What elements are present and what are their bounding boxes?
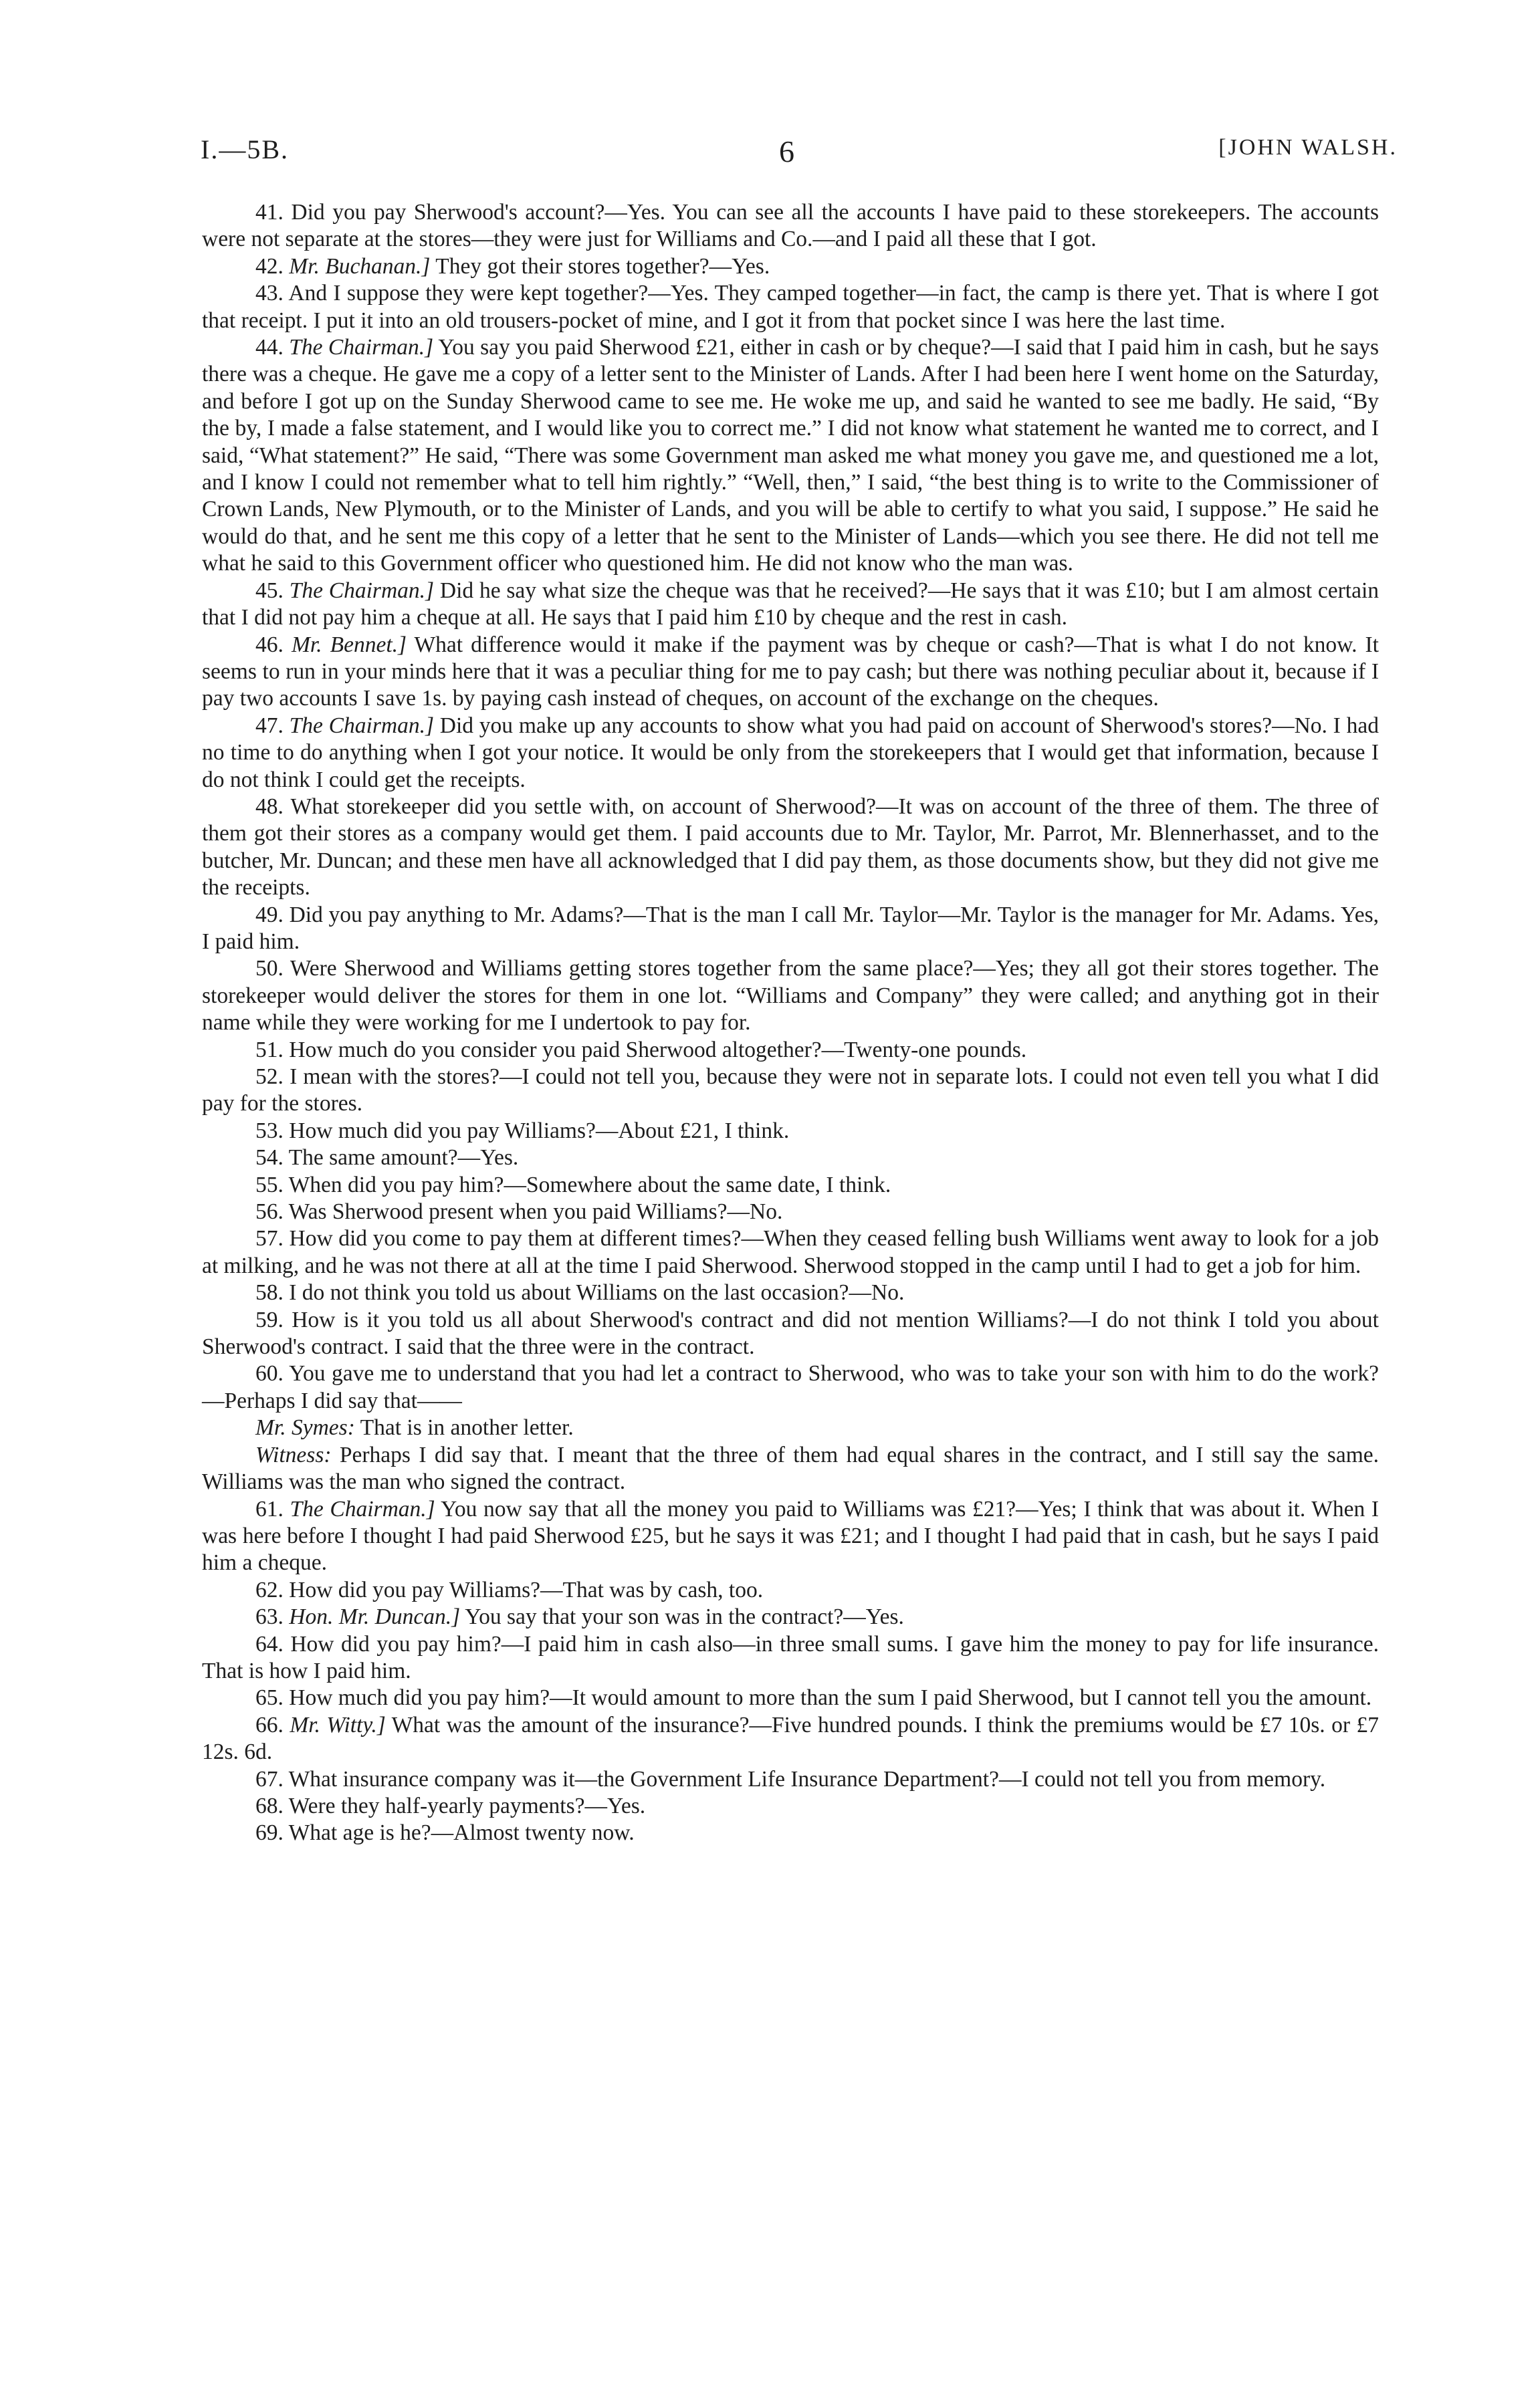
speaker: Mr. Buchanan.] [289,253,431,279]
paragraph-57 [202,1225,1379,1280]
paragraph-47 [202,713,1379,794]
paragraph-54 [202,1145,1379,1171]
paragraph-68 [202,1793,1379,1820]
paragraph-text: Were Sherwood and Williams getting stores together from the same place?—Yes; they all got their stores together. The storekeeper would deliver the stores for them in one lot. “Williams and Company” they were called; and anything got in their name while they were working for me I undertook to pay for. [202,956,1379,1036]
paragraph-55 [202,1172,1379,1199]
paragraph-text: What difference would it make if the payment was by cheque or cash?—That is what I do not know. It seems to run in your minds here that it was a peculiar thing for me to pay cash; but there was nothing peculiar about it, because if I pay two accounts I save 1s. by paying cash instead of cheques, on account of the exchange on the cheques. [202,632,1379,711]
paragraph-text: How did you pay him?—I paid him in cash also—in three small sums. I gave him the money to pay for life insurance. That is how I paid him. [202,1631,1379,1683]
paragraph-text: I mean with the stores?—I could not tell you, because they were not in separate lots. I could not even tell you what I did pay for the stores. [202,1064,1379,1116]
paragraph-43 [202,280,1379,334]
paragraph-52 [202,1064,1379,1118]
paragraph-number: 41. [255,200,284,225]
speaker: The Chairman.] [289,713,434,738]
paragraph-text: Did you pay Sherwood's account?—Yes. You can see all the accounts I have paid to these storekeepers. The accounts were not separate at the stores—they were just for Williams and Co.—and I paid all these that I got. [202,200,1380,252]
paragraph-66 [202,1712,1379,1766]
paragraph-text: When did you pay him?—Somewhere about the same date, I think. [288,1172,891,1197]
paragraph-53 [202,1118,1379,1145]
paragraph-number: 47. [255,713,284,738]
paragraph-text: How did you pay Williams?—That was by cash, too. [289,1577,764,1602]
paragraph-56 [202,1199,1379,1225]
speaker: The Chairman.] [290,1496,435,1522]
paragraph-number: 45. [255,578,284,603]
paragraph-number: 43. [255,281,284,306]
paragraph-text: What was the amount of the insurance?—Five hundred pounds. I think the premiums would be £7 10s. or £7 12s. 6d. [202,1712,1379,1765]
paragraph-text: Did you make up any accounts to show what you had paid on account of Sherwood's stores?—No. I had no time to do anything when I got your notice. It would be only from the storekeepers that I would get that information, because I do not think I could get the receipts. [202,713,1379,792]
paragraph-50 [202,955,1379,1036]
paragraph-number: 67. [255,1766,284,1792]
paragraph-59 [202,1307,1379,1361]
paragraph-48 [202,794,1379,902]
paragraph-46 [202,632,1379,713]
speaker: The Chairman.] [289,578,435,603]
paragraph-number: 68. [255,1793,284,1818]
paragraph-number: 50. [255,956,284,981]
transcript-body [202,199,1379,1847]
paragraph-number: 44. [255,335,284,360]
paragraph-45 [202,578,1379,632]
paragraph-number: 69. [255,1820,284,1846]
paragraph-text: Did he say what size the cheque was that he received?—He says that it was £10; but I am almost certain that I did not pay him a cheque at all. He says that I paid him £10 by cheque and the rest in cash. [202,578,1380,630]
paragraph-65 [202,1685,1379,1711]
paragraph-number: 42. [255,253,284,279]
paragraph-text: I do not think you told us about Williams on the last occasion?—No. [289,1280,905,1306]
paragraph-51 [202,1037,1379,1064]
witness-name: [JOHN WALSH. [1218,135,1398,160]
paragraph-number: 52. [255,1064,284,1089]
paragraph-number: 61. [255,1496,284,1522]
paragraph-number: 66. [255,1712,284,1737]
paragraph-number: 64. [255,1631,284,1657]
paragraph-text: How much did you pay Williams?—About £21, I think. [289,1118,790,1143]
paragraph-number: 46. [255,632,284,657]
paragraph-61 [202,1496,1379,1577]
paragraph-number: 53. [255,1118,284,1143]
paragraph-62 [202,1577,1379,1604]
paragraph-text: You gave me to understand that you had let a contract to Sherwood, who was to take your son with him to do the work?—Perhaps I did say that—— [202,1361,1380,1413]
paragraph-number: 48. [255,794,284,819]
paragraph-text: The same amount?—Yes. [288,1145,519,1171]
paragraph-text: Were they half-yearly payments?—Yes. [288,1793,646,1818]
paragraph-number: 49. [255,902,284,927]
speaker: The Chairman.] [289,335,434,360]
paragraph-number: 56. [255,1199,284,1225]
paragraph-number: 55. [255,1172,284,1197]
page-header [201,134,1398,174]
paragraph-44 [202,334,1379,578]
paragraph-text: And I suppose they were kept together?—Yes. They camped together—in fact, the camp is there yet. That is where I got that receipt. I put it into an old trousers-pocket of mine, and I got it from that pocket since I was here the last time. [202,281,1379,333]
paragraph-41 [202,199,1379,253]
speaker: Hon. Mr. Duncan.] [289,1604,461,1630]
paragraph-text: You now say that all the money you paid to Williams was £21?—Yes; I think that was about it. When I was here before I thought I had paid Sherwood £25, but he says it was £21; and I thought I had paid that in cash, but he says I paid him a cheque. [202,1496,1379,1576]
paragraph-text: That is in another letter. [360,1415,574,1441]
paragraph-text: What storekeeper did you settle with, on account of Sherwood?—It was on account of the three of them. The three of them got their stores as a company would get them. I paid accounts due to Mr. Taylor, Mr. Parrot, Mr. Blennerhasset, and to the butcher, Mr. Duncan; and these men have all acknowledged that I did pay them, as those documents show, but they did not give me the receipts. [202,794,1379,900]
speaker: Mr. Witty.] [290,1712,386,1737]
paragraph-text: How much did you pay him?—It would amount to more than the sum I paid Sherwood, but I cannot tell you the amount. [289,1685,1372,1711]
paragraph-58 [202,1280,1379,1306]
paragraph-text: Did you pay anything to Mr. Adams?—That is the man I call Mr. Taylor—Mr. Taylor is the manager for Mr. Adams. Yes, I paid him. [202,902,1379,954]
paragraph-60 [202,1360,1379,1415]
paragraph-text: How did you come to pay them at different times?—When they ceased felling bush Williams went away to look for a job at milking, and he was not there at all at the time I paid Sherwood. Sherwood stopped in the camp until I had to get a job for him. [202,1226,1380,1278]
paragraph-number: 59. [255,1307,284,1332]
paragraph-number: 51. [255,1037,284,1062]
paragraph-number: 63. [255,1604,284,1630]
paragraph-text: You say you paid Sherwood £21, either in cash or by cheque?—I said that I paid him in cash, but he says there was a cheque. He gave me a copy of a letter sent to the Minister of Lands. After I had been here I went home on the Saturday, and before I got up on the Sunday Sherwood came to see me. He woke me up, and said he wanted to see me badly. He said, “By the by, I made a false statement, and I would like you to correct me.” I did not know what statement he wanted me to correct, and I said, “What statement?” He said, “There was some Government man asked me what money you gave me, and questioned me a lot, and I know I could not remember what to tell him rightly.” “Well, then,” I said, “the best thing is to write to the Commissioner of Crown Lands, New Plymouth, or to the Minister of Lands, and you will be able to certify to what you said, I suppose.” He said he would do that, and he sent me this copy of a letter that he sent to the Minister of Lands—which you see there. He did not tell me what he said to this Government officer who questioned him. He did not know who the man was. [202,335,1379,576]
paragraph-text: What age is he?—Almost twenty now. [288,1820,635,1846]
paragraph-symes [202,1415,1379,1441]
paragraph-number: 57. [255,1226,284,1251]
paragraph-number: 58. [255,1280,284,1306]
speaker: Mr. Symes: [255,1415,355,1441]
speaker: Mr. Bennet.] [291,632,407,657]
paragraph-number: 65. [255,1685,284,1711]
paragraph-42 [202,253,1379,280]
speaker: Witness: [255,1442,332,1467]
paragraph-number: 60. [255,1361,284,1387]
paragraph-text: How is it you told us all about Sherwood's contract and did not mention Williams?—I do not think I told you about Sherwood's contract. I said that the three were in the contract. [202,1307,1379,1360]
paragraph-64 [202,1631,1379,1685]
paragraph-text: Perhaps I did say that. I meant that the three of them had equal shares in the contract, and I still say the same. Williams was the man who signed the contract. [202,1442,1380,1495]
paragraph-69 [202,1820,1379,1846]
paragraph-number: 62. [255,1577,284,1602]
paragraph-text: What insurance company was it—the Government Life Insurance Department?—I could not tell you from memory. [288,1766,1326,1792]
paragraph-witness [202,1442,1379,1496]
paragraph-number: 54. [255,1145,284,1171]
document-reference: I.—5B. [201,134,289,164]
paragraph-text: How much do you consider you paid Sherwood altogether?—Twenty-one pounds. [289,1037,1027,1062]
paragraph-49 [202,902,1379,956]
page-number: 6 [779,134,794,168]
paragraph-text: They got their stores together?—Yes. [435,253,770,279]
paragraph-67 [202,1766,1379,1793]
paragraph-text: Was Sherwood present when you paid Williams?—No. [288,1199,783,1225]
paragraph-text: You say that your son was in the contract?—Yes. [465,1604,904,1630]
paragraph-63 [202,1604,1379,1631]
